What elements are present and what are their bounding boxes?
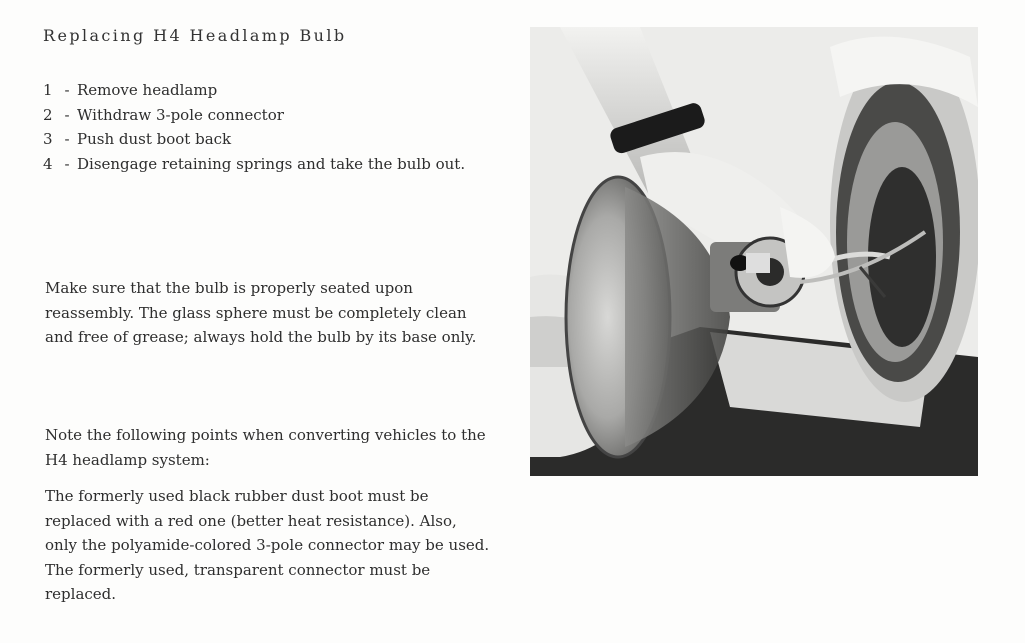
list-item — [43, 103, 513, 128]
step-text: Push dust boot back — [77, 130, 232, 148]
paragraph-reassembly-note: Make sure that the bulb is properly seated upon reassembly. The glass sphere must be completely clean and free of grease; always hold the bulb by its base only. — [45, 279, 477, 346]
step-number: 3 — [43, 130, 53, 148]
steps-list — [43, 78, 513, 176]
list-item — [43, 152, 513, 177]
list-item — [43, 78, 513, 103]
list-item — [43, 127, 513, 152]
headlamp-bulb-photo — [530, 27, 978, 476]
step-number: 2 — [43, 105, 53, 124]
step-text: Remove headlamp — [77, 81, 218, 99]
step-dash: - — [64, 81, 70, 99]
step-dash: - — [64, 154, 70, 173]
step-number: 1 — [43, 81, 53, 99]
step-text: Withdraw 3-pole connector — [77, 105, 284, 124]
page-title: Replacing H4 Headlamp Bulb — [43, 26, 347, 45]
step-number: 4 — [43, 154, 53, 173]
step-text: Disengage retaining springs and take the bulb out. — [77, 154, 466, 173]
step-dash: - — [64, 130, 70, 148]
step-dash: - — [64, 105, 70, 124]
paragraph-conversion-details: The formerly used black rubber dust boot must be replaced with a red one (better heat resistance). Also, only the polyamide-colored 3-pole connector may be used. The formerly used, transparent connector must be replaced. — [45, 487, 490, 603]
paragraph-conversion-intro: Note the following points when converting vehicles to the H4 headlamp system: — [45, 426, 486, 469]
